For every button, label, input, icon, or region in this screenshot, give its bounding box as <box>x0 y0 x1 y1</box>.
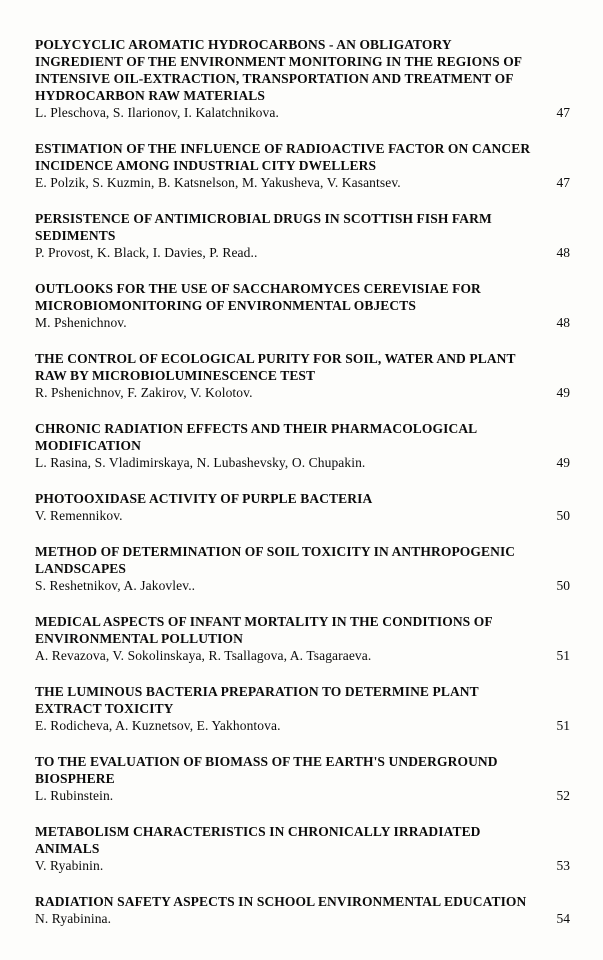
toc-entry-title: POLYCYCLIC AROMATIC HYDROCARBONS - AN OBLIGATORY INGREDIENT OF THE ENVIRONMENT MONITORING IN THE REGIONS OF INTENSIVE OIL-EXTRACTION, TRANSPORTATION AND TREATMENT OF HYDROCARBON RAW MATERIALS <box>35 37 522 103</box>
toc-entry-meta <box>35 577 570 594</box>
toc-entry-page-number: 52 <box>556 788 570 803</box>
toc-entry <box>35 280 570 331</box>
toc-entry <box>35 210 570 261</box>
toc-entry-meta <box>35 910 570 927</box>
toc-entry <box>35 753 570 804</box>
toc-entry-page-number: 51 <box>556 718 570 733</box>
toc-entry-title: CHRONIC RADIATION EFFECTS AND THEIR PHARMACOLOGICAL MODIFICATION <box>35 421 477 453</box>
toc-entry-title: OUTLOOKS FOR THE USE OF SACCHAROMYCES CEREVISIAE FOR MICROBIOMONITORING OF ENVIRONMENTAL OBJECTS <box>35 281 481 313</box>
toc-entry <box>35 140 570 191</box>
toc-entry-meta <box>35 717 570 734</box>
toc-entry <box>35 420 570 471</box>
toc-entry-authors: E. Polzik, S. Kuzmin, B. Katsnelson, M. Yakusheva, V. Kasantsev. <box>35 175 401 190</box>
toc-entry-page-number: 48 <box>556 315 570 330</box>
toc-entry-authors: V. Remennikov. <box>35 508 123 523</box>
toc-entry-meta <box>35 507 570 524</box>
toc-entry <box>35 893 570 927</box>
toc-entry-title: PERSISTENCE OF ANTIMICROBIAL DRUGS IN SCOTTISH FISH FARM SEDIMENTS <box>35 211 492 243</box>
toc-entry-meta <box>35 787 570 804</box>
toc-entry-title: METABOLISM CHARACTERISTICS IN CHRONICALLY IRRADIATED ANIMALS <box>35 824 481 856</box>
toc-list <box>35 36 570 927</box>
toc-entry-page-number: 53 <box>556 858 570 873</box>
toc-entry-title: TO THE EVALUATION OF BIOMASS OF THE EARTH'S UNDERGROUND BIOSPHERE <box>35 754 498 786</box>
toc-entry-page-number: 49 <box>556 455 570 470</box>
toc-entry-authors: V. Ryabinin. <box>35 858 104 873</box>
toc-entry-authors: L. Rasina, S. Vladimirskaya, N. Lubashevsky, O. Chupakin. <box>35 455 366 470</box>
toc-entry-page-number: 48 <box>556 245 570 260</box>
toc-entry-authors: L. Pleschova, S. Ilarionov, I. Kalatchnikova. <box>35 105 279 120</box>
toc-entry <box>35 823 570 874</box>
toc-entry-title: ESTIMATION OF THE INFLUENCE OF RADIOACTIVE FACTOR ON CANCER INCIDENCE AMONG INDUSTRIAL CITY DWELLERS <box>35 141 531 173</box>
toc-entry-page-number: 54 <box>556 911 570 926</box>
toc-entry-title: METHOD OF DETERMINATION OF SOIL TOXICITY IN ANTHROPOGENIC LANDSCAPES <box>35 544 516 576</box>
toc-entry-meta <box>35 174 570 191</box>
toc-entry <box>35 36 570 121</box>
toc-entry-title: THE CONTROL OF ECOLOGICAL PURITY FOR SOIL, WATER AND PLANT RAW BY MICROBIOLUMINESCENCE TEST <box>35 351 516 383</box>
toc-entry-title: MEDICAL ASPECTS OF INFANT MORTALITY IN THE CONDITIONS OF ENVIRONMENTAL POLLUTION <box>35 614 493 646</box>
toc-entry <box>35 490 570 524</box>
toc-entry-title: THE LUMINOUS BACTERIA PREPARATION TO DETERMINE PLANT EXTRACT TOXICITY <box>35 684 479 716</box>
toc-entry-authors: S. Reshetnikov, A. Jakovlev.. <box>35 578 196 593</box>
toc-entry-authors: P. Provost, K. Black, I. Davies, P. Read.. <box>35 245 258 260</box>
toc-entry-meta <box>35 244 570 261</box>
toc-entry-meta <box>35 314 570 331</box>
toc-entry-meta <box>35 647 570 664</box>
toc-entry-meta <box>35 384 570 401</box>
toc-entry <box>35 613 570 664</box>
toc-entry-authors: A. Revazova, V. Sokolinskaya, R. Tsallagova, A. Tsagaraeva. <box>35 648 372 663</box>
toc-entry-page-number: 47 <box>556 175 570 190</box>
toc-entry-meta <box>35 104 570 121</box>
toc-entry-meta <box>35 857 570 874</box>
toc-entry-authors: E. Rodicheva, A. Kuznetsov, E. Yakhontova. <box>35 718 281 733</box>
toc-entry-title: RADIATION SAFETY ASPECTS IN SCHOOL ENVIRONMENTAL EDUCATION <box>35 894 527 909</box>
toc-entry-meta <box>35 454 570 471</box>
toc-entry-page-number: 47 <box>556 105 570 120</box>
toc-entry-page-number: 50 <box>556 508 570 523</box>
toc-entry-authors: R. Pshenichnov, F. Zakirov, V. Kolotov. <box>35 385 253 400</box>
toc-entry-title: PHOTOOXIDASE ACTIVITY OF PURPLE BACTERIA <box>35 491 373 506</box>
toc-entry <box>35 683 570 734</box>
toc-entry-page-number: 49 <box>556 385 570 400</box>
toc-entry <box>35 543 570 594</box>
toc-entry-authors: M. Pshenichnov. <box>35 315 127 330</box>
toc-entry-page-number: 51 <box>556 648 570 663</box>
toc-entry-page-number: 50 <box>556 578 570 593</box>
toc-entry-authors: L. Rubinstein. <box>35 788 114 803</box>
toc-entry-authors: N. Ryabinina. <box>35 911 112 926</box>
toc-entry <box>35 350 570 401</box>
